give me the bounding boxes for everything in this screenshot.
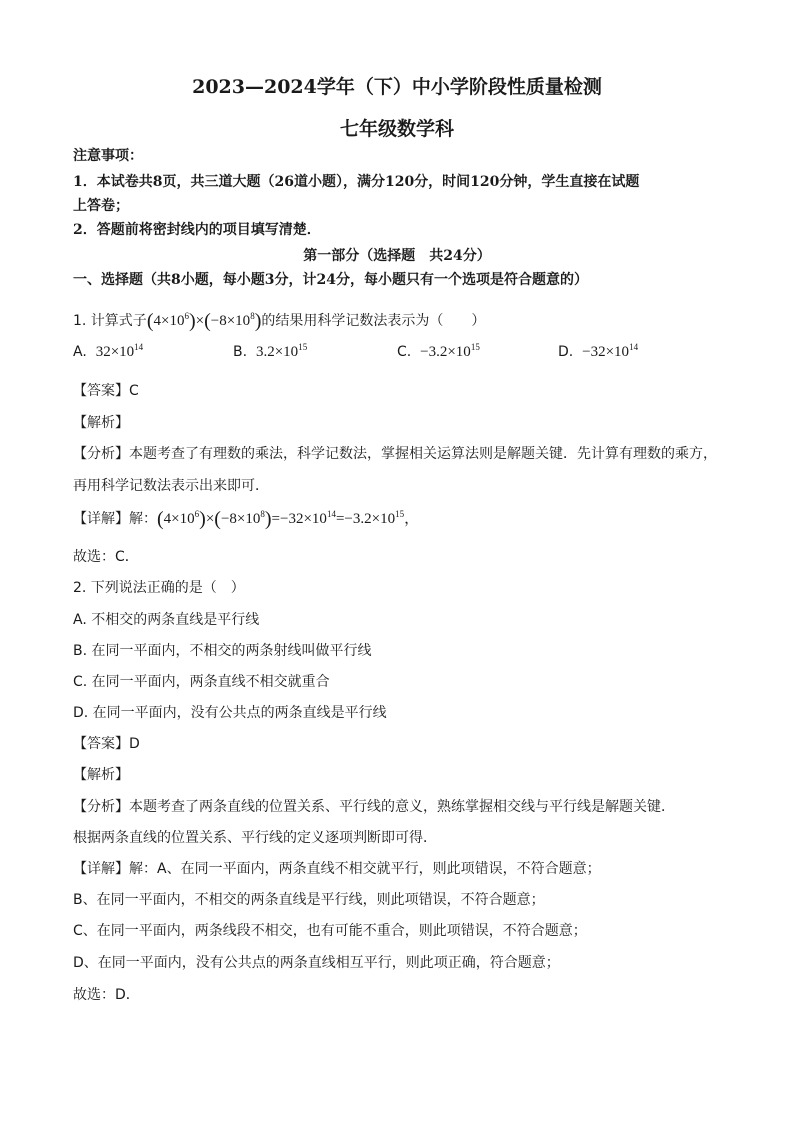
question-1-stem: [73, 311, 485, 331]
question-1-option-c: C. $-3.2\times 10^{15}$: [397, 342, 480, 360]
question-2-stem: 2. 下列说法正确的是（ ）: [73, 580, 245, 596]
question-2-option-a: A. 不相交的两条直线是平行线: [73, 612, 260, 628]
notice-item-2: 2．答题前将密封线内的项目填写清楚．: [73, 222, 321, 238]
question-1-option-a: A. $32\times 10^{14}$: [73, 342, 144, 360]
question-2-option-c: C. 在同一平面内，两条直线不相交就重合: [73, 674, 330, 690]
question-2-detail-d: D、在同一平面内，没有公共点的两条直线相互平行，则此项正确，符合题意；: [73, 955, 560, 971]
page-title: 2023—2024学年（下）中小学阶段性质量检测: [192, 76, 602, 98]
question-1-suffix: 的结果用科学记数法表示为（ ）: [261, 313, 486, 329]
notice-item-1-cont: 上答卷；: [73, 198, 129, 214]
question-1-answer: 【答案】C: [73, 383, 139, 399]
question-1-solution-expression: $(4\times 10^6)\times(-8\times 10^8)=-32\times 10^{14}=-3.2\times 10^{15}$，: [157, 508, 420, 530]
question-1-analysis: 【分析】本题考查了有理数的乘法，科学记数法，掌握相关运算法则是解题关键．先计算有理数的乘方，: [73, 446, 717, 462]
question-1-option-b: B. $3.2\times 10^{15}$: [233, 342, 308, 360]
question-1-detail: 【详解】解：$(4\times 10^6)\times(-8\times 10^8)=-32\times 10^{14}=-3.2\times 10^{15}$，: [73, 508, 420, 530]
notice-heading: 注意事项：: [73, 148, 143, 164]
question-2-detail-c: C、在同一平面内，两条线段不相交，也有可能不重合，则此项错误，不符合题意；: [73, 923, 587, 939]
question-1-analysis-tag: 【解析】: [73, 415, 129, 431]
question-2-analysis: 【分析】本题考查了两条直线的位置关系、平行线的意义，熟练掌握相交线与平行线是解题关键．: [73, 799, 675, 815]
question-2-answer: 【答案】D: [73, 736, 140, 752]
question-2-analysis-cont: 根据两条直线的位置关系、平行线的定义逐项判断即可得．: [73, 830, 437, 846]
question-1-option-d: D. $-32\times 10^{14}$: [558, 342, 639, 360]
question-1-prefix: 1. 计算式子: [73, 313, 147, 329]
section-heading: 一、选择题（共8小题，每小题3分，计24分，每小题只有一个选项是符合题意的）: [73, 272, 588, 288]
question-2-option-d: D. 在同一平面内，没有公共点的两条直线是平行线: [73, 705, 387, 721]
question-2-detail-b: B、在同一平面内，不相交的两条直线是平行线，则此项错误，不符合题意；: [73, 892, 545, 908]
page-subtitle: 七年级数学科: [339, 118, 454, 140]
question-1-expression: $(4\times 10^6)\times(-8\times 10^8)$: [146, 310, 262, 332]
notice-item-1: 1．本试卷共8页，共三道大题（26道小题），满分120分，时间120分钟，学生直接在试题: [73, 174, 640, 190]
question-2-analysis-tag: 【解析】: [73, 767, 129, 783]
question-2-conclusion: 故选：D．: [73, 987, 140, 1003]
question-1-analysis-cont: 再用科学记数法表示出来即可．: [73, 478, 269, 494]
question-2-option-b: B. 在同一平面内，不相交的两条射线叫做平行线: [73, 643, 372, 659]
question-2-detail-a: 【详解】解：A、在同一平面内，两条直线不相交就平行，则此项错误，不符合题意；: [73, 861, 601, 877]
part-heading: 第一部分（选择题 共24分）: [303, 248, 491, 264]
question-1-conclusion: 故选：C．: [73, 549, 139, 565]
